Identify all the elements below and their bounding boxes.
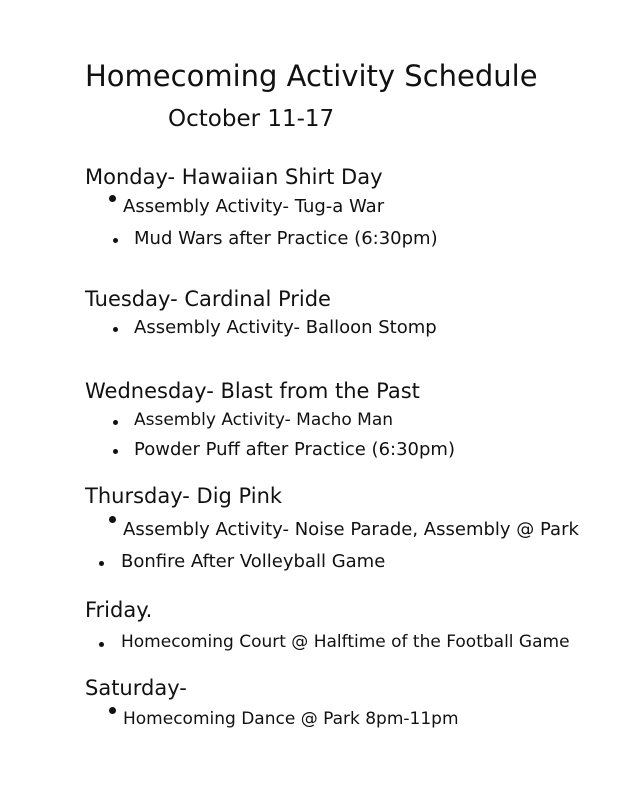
date-range: October 11-17 xyxy=(168,106,335,132)
list-item: Assembly Activity- Tug-a War xyxy=(123,196,385,217)
list-item: Mud Wars after Practice (6:30pm) xyxy=(134,228,438,249)
bullet-icon xyxy=(99,642,104,647)
day-heading-wednesday: Wednesday- Blast from the Past xyxy=(85,379,420,403)
list-item: Homecoming Dance @ Park 8pm-11pm xyxy=(123,709,459,729)
list-item: Homecoming Court @ Halftime of the Football Game xyxy=(121,632,570,652)
day-heading-saturday: Saturday- xyxy=(85,676,187,700)
bullet-icon xyxy=(113,420,118,425)
bullet-icon xyxy=(109,195,116,202)
bullet-icon xyxy=(113,449,118,454)
list-item: Assembly Activity- Noise Parade, Assembly @ Park xyxy=(123,519,579,540)
day-heading-monday: Monday- Hawaiian Shirt Day xyxy=(85,165,383,189)
list-item: Assembly Activity- Macho Man xyxy=(134,410,394,430)
bullet-icon xyxy=(113,327,118,332)
page-title: Homecoming Activity Schedule xyxy=(85,59,538,93)
list-item: Assembly Activity- Balloon Stomp xyxy=(134,317,437,338)
bullet-icon xyxy=(109,516,116,523)
list-item: Bonfire After Volleyball Game xyxy=(121,551,386,572)
bullet-icon xyxy=(109,707,116,714)
bullet-icon xyxy=(99,561,104,566)
day-heading-thursday: Thursday- Dig Pink xyxy=(85,484,283,508)
list-item: Powder Puff after Practice (6:30pm) xyxy=(134,439,455,460)
bullet-icon xyxy=(113,238,118,243)
day-heading-tuesday: Tuesday- Cardinal Pride xyxy=(85,287,331,311)
day-heading-friday: Friday. xyxy=(85,598,153,622)
